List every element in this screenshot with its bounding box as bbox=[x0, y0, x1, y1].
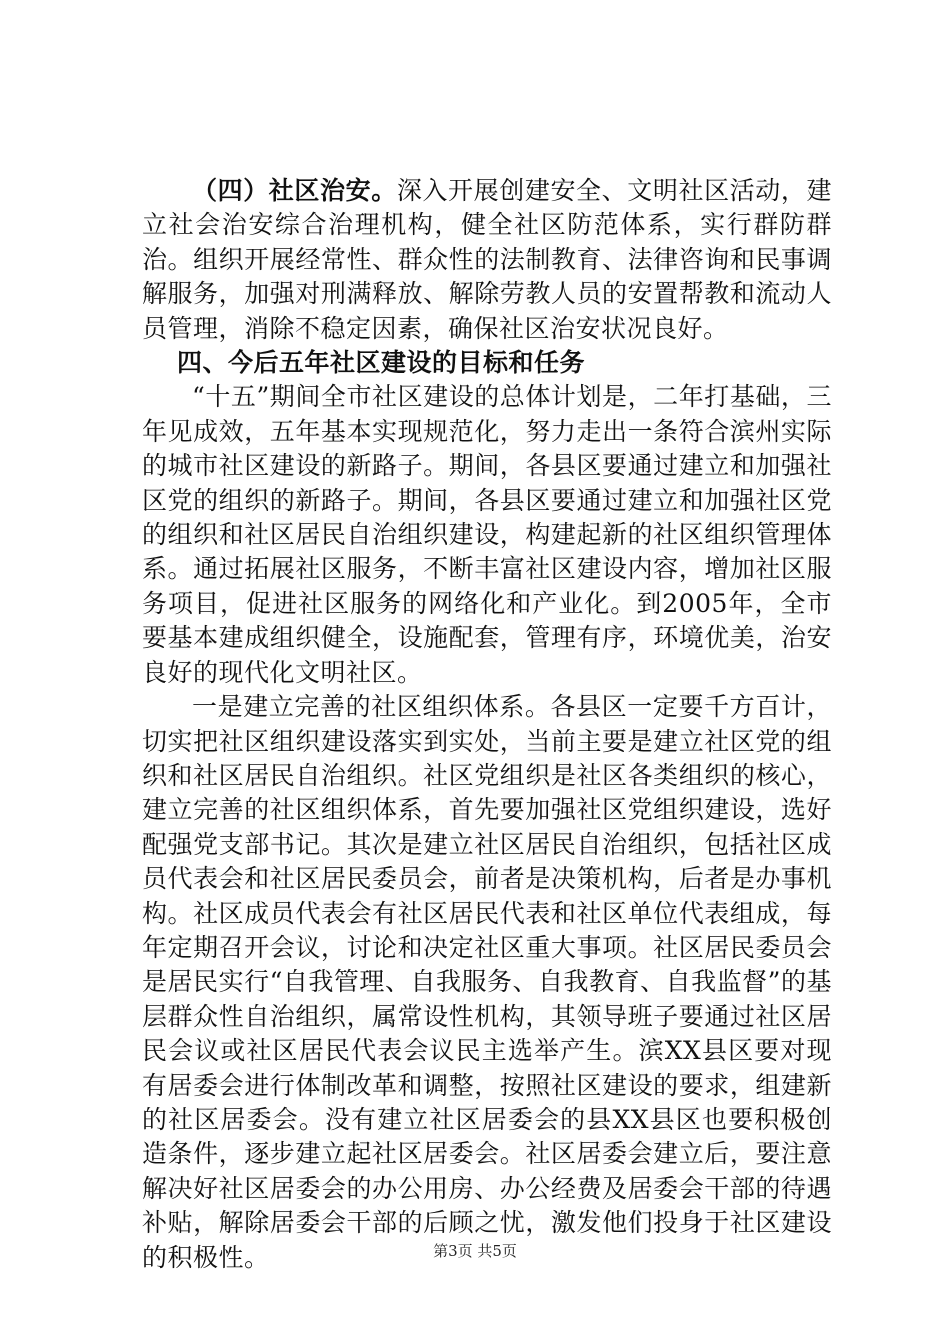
section-four-lead: （四）社区治安。 bbox=[192, 176, 397, 205]
page-number-footer: 第3页 共5页 bbox=[433, 1242, 517, 1260]
organization-paragraph: 一是建立完善的社区组织体系。各县区一定要千方百计，切实把社区组织建设落实到实处，当前主要是建立社区党的组织和社区居民自治组织。社区党组织是社区各类组织的核心，建立完善的社区组织体系，首先要加强社区党组织建设，选好配强党支部书记。其次是建立社区居民自治组织，包括社区成员代表会和社区居民委员会，前者是决策机构，后者是办事机构。社区成员代表会有社区居民代表和社区单位代表组成，每年定期召开会议，讨论和决定社区重大事项。社区居民委员会是居民实行“自我管理、自我服务、自我教育、自我监督”的基层群众性自治组织，属常设性机构，其领导班子要通过社区居民会议或社区居民代表会议民主选举产生。滨XX县区要对现有居委会进行体制改革和调整，按照社区建设的要求，组建新的社区居委会。没有建立社区居委会的县XX县区也要积极创造条件，逐步建立起社区居委会。社区居委会建立后，要注意解决好社区居委会的办公用房、办公经费及居委会干部的待遇补贴，解除居委会干部的后顾之忧，激发他们投身于社区建设的积极性。 bbox=[142, 692, 832, 1272]
document-body bbox=[142, 174, 832, 1275]
section-four-paragraph bbox=[142, 174, 832, 346]
section-four-text: 深入开展创建安全、文明社区活动，建立社会治安综合治理机构，健全社区防范体系，实行群防群治。组织开展经常性、群众性的法制教育、法律咨询和民事调解服务，加强对刑满释放、解除劳教人员的安置帮教和流动人员管理，消除不稳定因素，确保社区治安状况良好。 bbox=[142, 176, 832, 343]
section-heading: 四、今后五年社区建设的目标和任务 bbox=[177, 348, 586, 378]
plan-paragraph: “十五”期间全市社区建设的总体计划是，二年打基础，三年见成效，五年基本实现规范化，努力走出一条符合滨州实际的城市社区建设的新路子。期间，各县区要通过建立和加强社区党的组织的新路子。期间，各县区要通过建立和加强社区党的组织和社区居民自治组织建设，构建起新的社区组织管理体系。通过拓展社区服务，不断丰富社区建设内容，增加社区服务项目，促进社区服务的网络化和产业化。到2005年，全市要基本建成组织健全，设施配套，管理有序，环境优美，治安良好的现代化文明社区。 bbox=[142, 382, 832, 687]
